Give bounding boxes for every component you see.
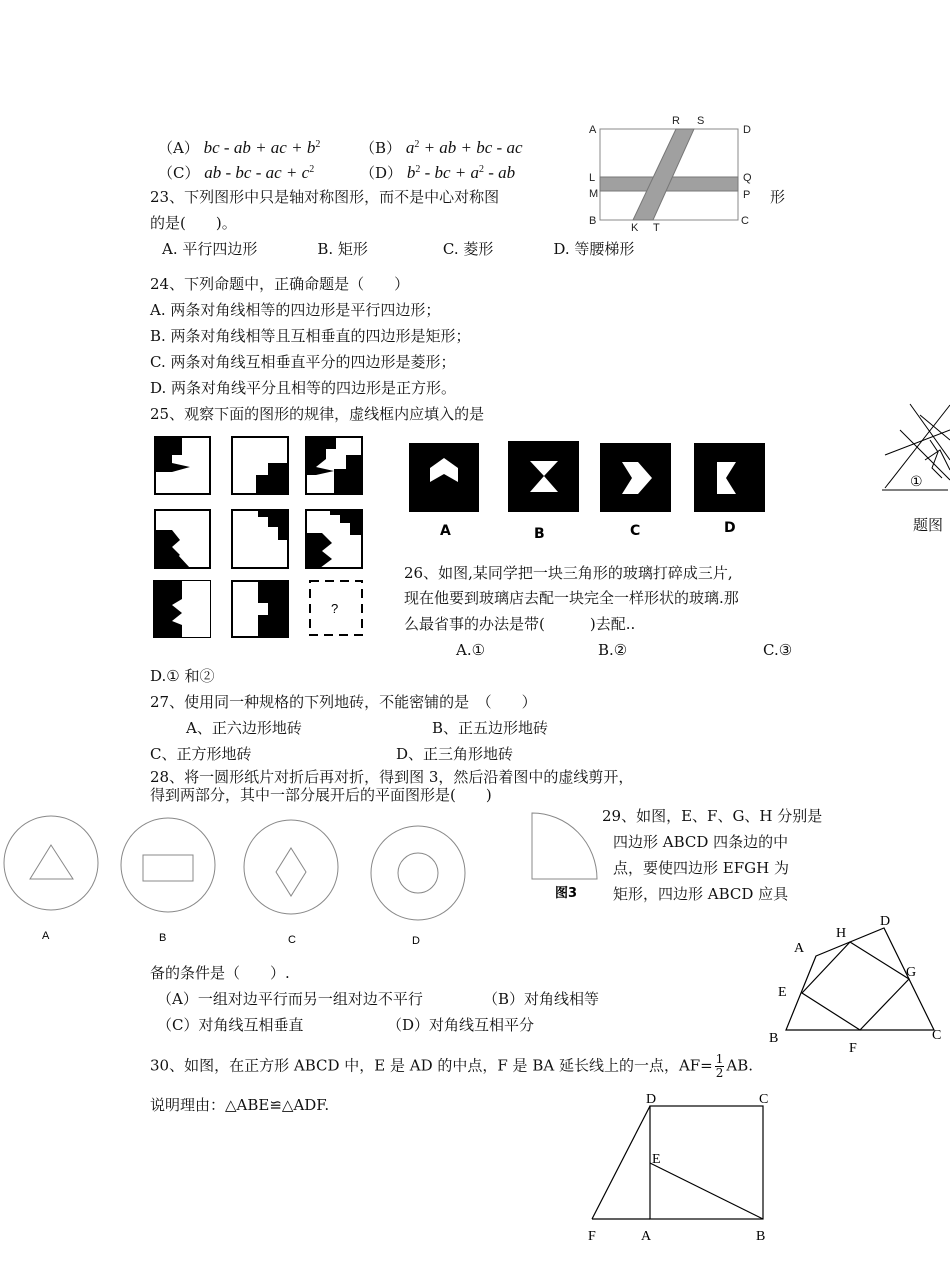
choice-label-b: B <box>534 526 545 540</box>
q29-label-E: E <box>778 985 787 1000</box>
side-caption: 题图 <box>913 516 944 534</box>
q29-option-d: （D）对角线互相平分 <box>387 1016 535 1034</box>
q23-line1-tail: 形 <box>770 188 786 206</box>
q30-reason: 说明理由：△ABE≌△ADF. <box>150 1096 330 1114</box>
q29-label-A: A <box>794 941 805 956</box>
q22-option-b: （B） $a^2$ + ab + bc - ac <box>360 138 523 157</box>
circle-label-d: D <box>412 935 420 947</box>
q22-option-a: （A） bc - ab + ac + $b^2$ <box>158 138 321 157</box>
question-mark: ? <box>331 601 339 616</box>
label-L: L <box>589 172 596 184</box>
q30-stem: 30、如图，在正方形 ABCD 中，E 是 AD 的中点，F 是 BA 延长线上的一点，AF= $\frac{1}{2}$ AB. <box>150 1052 754 1080</box>
fig3-label: 图3 <box>555 886 578 901</box>
q27-option-a: A、正六边形地砖 <box>186 719 302 737</box>
q22-option-d: （D） $b^2$ - bc + $a^2$ - ab <box>360 163 516 182</box>
q30-label-B: B <box>756 1229 766 1244</box>
q29-line3: 点，要使四边形 EFGH 为 <box>613 859 789 877</box>
choice-label-a: A <box>440 523 451 539</box>
q29-line4: 矩形，四边形 ABCD 应具 <box>613 885 789 903</box>
fraction-one-half: $\frac{1}{2}$ <box>715 1052 724 1080</box>
q25-choices <box>404 436 774 540</box>
label-S: S <box>697 115 705 127</box>
q27-option-d: D、正三角形地砖 <box>396 745 514 763</box>
circle-label-b: B <box>159 932 167 944</box>
q29-line2: 四边形 ABCD 四条边的中 <box>613 833 789 851</box>
q30-label-A: A <box>641 1229 652 1244</box>
q29-line5: 备的条件是（ ）. <box>150 964 290 982</box>
q25-pattern-grid <box>150 435 370 640</box>
q28-circle-choices <box>0 815 470 950</box>
q29-label-D: D <box>880 914 891 929</box>
q29-line1: 29、如图，E、F、G、H 分别是 <box>602 807 823 825</box>
q26-option-b: B.② <box>598 641 628 659</box>
q22-option-c: （C） ab - bc - ac + $c^2$ <box>158 163 315 182</box>
circle-label-c: C <box>288 934 296 946</box>
choice-label-c: C <box>630 523 641 539</box>
q29-label-G: G <box>906 965 917 980</box>
q30-label-D: D <box>646 1092 657 1107</box>
q26-line3: 么最省事的办法是带( )去配.. <box>404 615 636 633</box>
q30-label-F: F <box>588 1229 596 1244</box>
label-T: T <box>653 222 660 234</box>
q29-label-H: H <box>836 926 847 941</box>
choice-label-d: D <box>724 520 736 536</box>
q26-line2: 现在他要到玻璃店去配一块完全一样形状的玻璃.那 <box>404 589 739 607</box>
q26-option-d: D.① 和② <box>150 667 215 685</box>
q30-square-figure <box>584 1088 780 1244</box>
q29-label-B: B <box>769 1031 779 1046</box>
q30-label-C: C <box>759 1092 769 1107</box>
label-D: D <box>743 124 751 136</box>
label-M: M <box>589 188 599 200</box>
q26-option-c: C.③ <box>763 641 793 659</box>
label-C: C <box>741 215 749 227</box>
q24-option-d: D. 两条对角线平分且相等的四边形是正方形。 <box>150 379 457 397</box>
q29-option-b: （B）对角线相等 <box>483 990 600 1008</box>
q29-label-F: F <box>849 1041 857 1056</box>
q28-line1: 28、将一圆形纸片对折后再对折，得到图 3，然后沿着图中的虚线剪开， <box>150 768 634 786</box>
q26-line1: 26、如图,某同学把一块三角形的玻璃打碎成三片, <box>404 564 733 582</box>
q27-option-c: C、正方形地砖 <box>150 745 252 763</box>
q26-option-a: A.① <box>456 641 486 659</box>
circle-label-a: A <box>42 930 50 942</box>
q28-line2: 得到两部分，其中一部分展开后的平面图形是( ) <box>150 786 492 804</box>
q23-line2: 的是( )。 <box>150 214 237 232</box>
q26-broken-glass-figure <box>880 400 950 495</box>
label-K: K <box>631 222 639 234</box>
label-R: R <box>672 115 680 127</box>
q28-fig3-quarter <box>525 805 605 905</box>
q29-option-a: （A）一组对边平行而另一组对边不平行 <box>157 990 423 1008</box>
q29-option-c: （C）对角线互相垂直 <box>157 1016 304 1034</box>
q23-strips-figure <box>586 114 762 234</box>
q27-option-b: B、正五边形地砖 <box>432 719 549 737</box>
label-B: B <box>589 215 597 227</box>
q23-line1: 23、下列图形中只是轴对称图形，而不是中心对称图 <box>150 188 500 206</box>
q24-option-b: B. 两条对角线相等且互相垂直的四边形是矩形； <box>150 327 471 345</box>
label-Q: Q <box>743 172 752 184</box>
label-P: P <box>743 189 751 201</box>
q24-stem: 24、下列命题中，正确命题是（ ） <box>150 275 410 293</box>
q25-stem: 25、观察下面的图形的规律，虚线框内应填入的是 <box>150 405 485 423</box>
q24-option-c: C. 两条对角线互相垂直平分的四边形是菱形； <box>150 353 456 371</box>
glass-piece-label: ① <box>910 474 923 490</box>
label-A: A <box>589 124 597 136</box>
q29-label-C: C <box>932 1028 942 1043</box>
q23-options: A. 平行四边形 B. 矩形 C. 菱形 D. 等腰梯形 <box>162 240 635 258</box>
q29-quadrilateral-figure <box>766 908 950 1058</box>
q24-option-a: A. 两条对角线相等的四边形是平行四边形； <box>150 301 441 319</box>
q30-label-E: E <box>652 1152 661 1167</box>
q27-stem: 27、使用同一种规格的下列地砖，不能密铺的是 （ ） <box>150 693 537 711</box>
